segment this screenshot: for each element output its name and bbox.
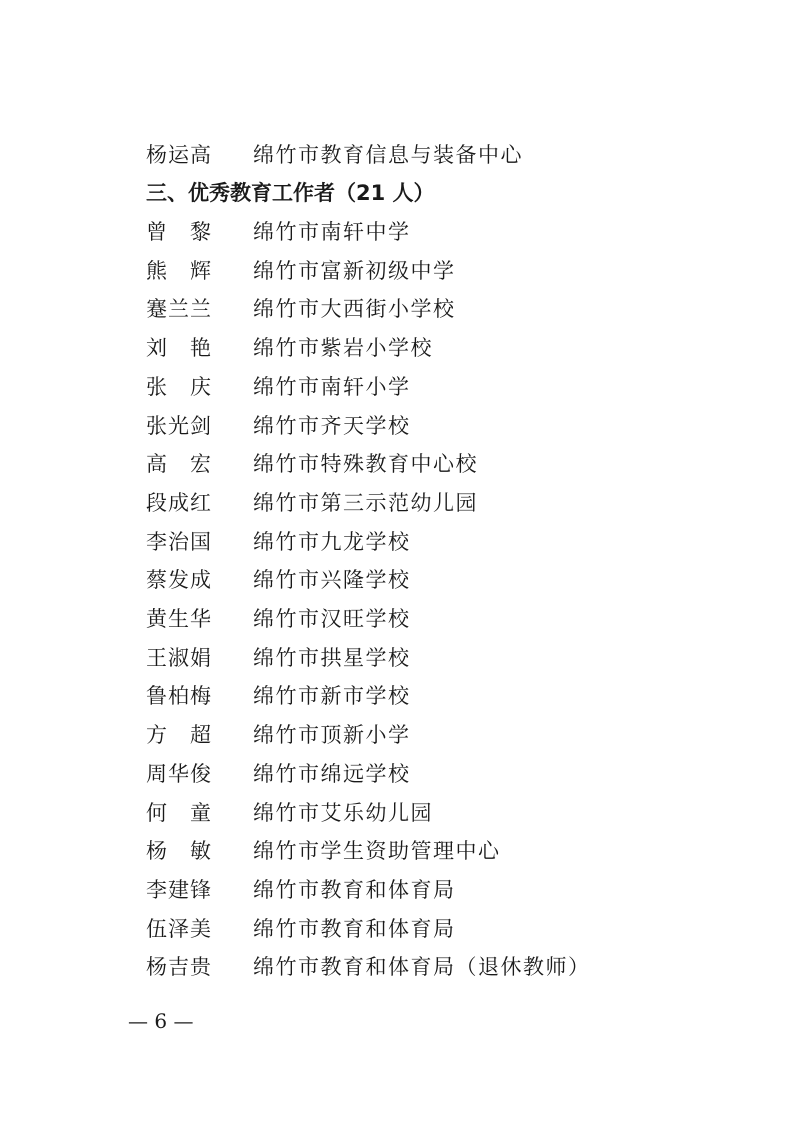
organization-name: 绵竹市富新初级中学 [253,258,456,283]
list-item [0,368,793,407]
person-name: 曾 黎 [146,220,212,244]
list-item [0,755,793,794]
organization-name: 绵竹市新市学校 [253,684,411,709]
section-heading: 三、优秀教育工作者（21 人） [146,181,435,205]
person-name: 杨运高 [146,143,212,167]
list-item [0,290,793,329]
person-name: 方 超 [146,723,212,748]
person-name: 蔡发成 [146,568,212,593]
list-item [0,677,793,716]
organization-name: 绵竹市特殊教育中心校 [253,452,478,477]
organization-name: 绵竹市教育和体育局 [253,877,456,902]
list-item [0,716,793,755]
person-name: 李治国 [146,529,212,554]
list-item [0,523,793,562]
person-name: 高 宏 [146,452,212,477]
person-name: 张光剑 [146,413,212,438]
organization-name: 绵竹市艾乐幼儿园 [253,800,433,825]
organization-name: 绵竹市南轩小学 [253,374,411,399]
person-name: 蹇兰兰 [146,297,212,322]
list-item [0,832,793,871]
organization-name: 绵竹市顶新小学 [253,723,411,748]
person-name: 张 庆 [146,374,212,399]
person-name: 伍泽美 [146,916,212,941]
person-name: 黄生华 [146,607,212,631]
organization-name: 绵竹市紫岩小学校 [253,336,433,361]
list-item [0,910,793,949]
person-name: 刘 艳 [146,336,212,361]
organization-name: 绵竹市九龙学校 [253,529,411,554]
list-item [0,213,793,252]
organization-name: 绵竹市大西街小学校 [253,297,456,322]
list-item [0,252,793,291]
list-item [0,445,793,484]
person-name: 杨 敏 [146,839,212,864]
organization-name: 绵竹市教育和体育局 [253,916,456,941]
list-item-top [0,136,793,175]
organization-name: 绵竹市齐天学校 [253,413,411,438]
list-item [0,639,793,678]
list-item [0,871,793,910]
person-name: 周华俊 [146,761,212,786]
organization-name: 绵竹市学生资助管理中心 [253,839,501,864]
person-name: 段成红 [146,490,212,515]
organization-name: 绵竹市兴隆学校 [253,568,411,593]
list-item [0,407,793,446]
organization-name: 绵竹市绵远学校 [253,761,411,786]
person-name: 李建锋 [146,877,212,902]
list-item [0,484,793,523]
person-name: 熊 辉 [146,258,212,283]
organization-name: 绵竹市汉旺学校 [253,607,411,631]
organization-name: 绵竹市教育和体育局（退休教师） [253,955,591,980]
organization-name: 绵竹市南轩中学 [253,220,411,244]
person-name: 杨吉贵 [146,955,212,980]
person-name: 王淑娟 [146,645,212,670]
person-name: 何 童 [146,800,212,825]
list-item [0,561,793,600]
organization-name: 绵竹市拱星学校 [253,645,411,670]
list-item [0,329,793,368]
list-item [0,600,793,639]
list-item [0,948,793,987]
organization-name: 绵竹市第三示范幼儿园 [253,490,478,515]
list-item [0,794,793,833]
organization-name: 绵竹市教育信息与装备中心 [253,143,523,167]
person-name: 鲁柏梅 [146,684,212,709]
page-number: — 6 — [128,1009,194,1033]
